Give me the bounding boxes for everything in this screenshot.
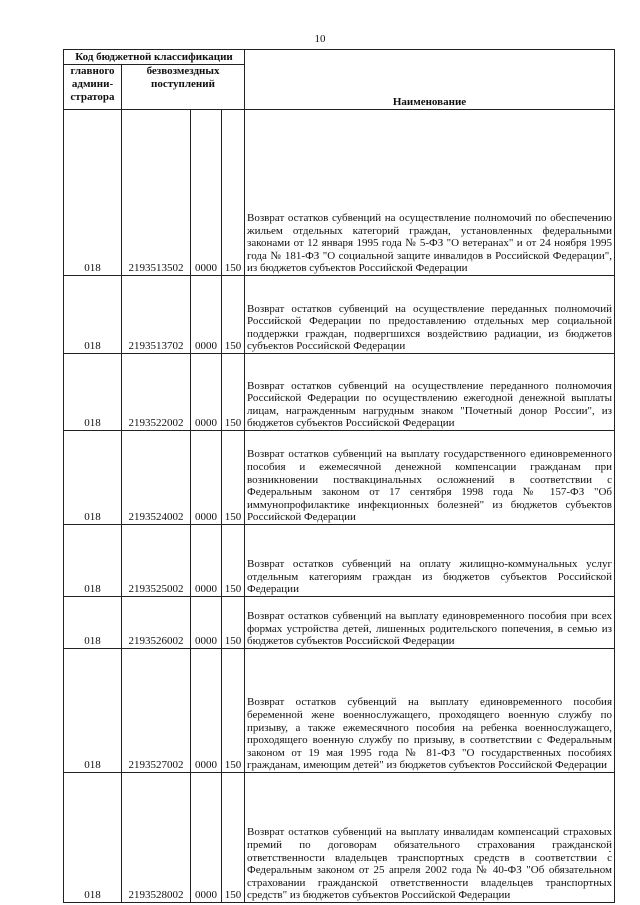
cell-name: Возврат остатков субвенций на осуществление полномочий по обеспечению жильем отдельных категорий граждан, установленных федеральными законами от 12 января 1995 года № 5-ФЗ "О ветеранах" и от 24 ноября 1995 года № 181-ФЗ "О социальной защите инвалидов в Российской Федерации", из бюджетов субъектов Российской Федерации <box>245 110 615 276</box>
cell-name: Возврат остатков субвенций на осуществление переданного полномочия Российской Федерации по осуществлению ежегодной денежной выплаты лицам, награжденным нагрудным знаком "Почетный донор России", из бюджетов субъектов Российской Федерации <box>245 354 615 431</box>
cell-admin-code: 018 <box>64 110 122 276</box>
cell-kind-code: 150 <box>222 773 245 903</box>
cell-receipt-code: 2193513702 <box>122 276 191 354</box>
header-gratuitous-receipts: безвозмездных поступлений <box>122 65 245 110</box>
table-row <box>64 773 615 903</box>
cell-subtype-code: 0000 <box>191 431 222 525</box>
cell-receipt-code: 2193522002 <box>122 354 191 431</box>
cell-kind-code: 150 <box>222 354 245 431</box>
cell-admin-code: 018 <box>64 431 122 525</box>
cell-kind-code: 150 <box>222 525 245 597</box>
cell-name: Возврат остатков субвенций на осуществление переданных полномочий Российской Федерации по предоставлению отдельных мер социальной поддержки граждан, подвергшихся воздействию радиации, из бюджетов субъектов Российской Федерации <box>245 276 615 354</box>
table-row <box>64 431 615 525</box>
page-number: 10 <box>314 33 326 45</box>
cell-subtype-code: 0000 <box>191 276 222 354</box>
table-row <box>64 110 615 276</box>
cell-name: Возврат остатков субвенций на выплату единовременного пособия при всех формах устройства детей, лишенных родительского попечения, в семью из бюджетов субъектов Российской Федерации <box>245 597 615 649</box>
cell-name: Возврат остатков субвенций на выплату государственного единовременного пособия и ежемесячной денежной компенсации гражданам при возникновении поствакцинальных осложнений в соответствии с Федеральным законом от 17 сентября 1998 года № 157-ФЗ "Об иммунопрофилактике инфекционных болезней" из бюджетов субъектов Российской Федерации <box>245 431 615 525</box>
cell-admin-code: 018 <box>64 773 122 903</box>
scan-mark <box>609 851 611 852</box>
cell-receipt-code: 2193525002 <box>122 525 191 597</box>
cell-admin-code: 018 <box>64 354 122 431</box>
table-body <box>64 110 615 903</box>
cell-subtype-code: 0000 <box>191 773 222 903</box>
cell-subtype-code: 0000 <box>191 649 222 773</box>
header-name: Наименование <box>245 50 615 110</box>
table-row <box>64 276 615 354</box>
cell-subtype-code: 0000 <box>191 110 222 276</box>
cell-admin-code: 018 <box>64 276 122 354</box>
cell-admin-code: 018 <box>64 597 122 649</box>
cell-receipt-code: 2193528002 <box>122 773 191 903</box>
cell-kind-code: 150 <box>222 649 245 773</box>
cell-kind-code: 150 <box>222 276 245 354</box>
cell-subtype-code: 0000 <box>191 354 222 431</box>
table-row <box>64 597 615 649</box>
table-row <box>64 525 615 597</box>
cell-receipt-code: 2193513502 <box>122 110 191 276</box>
table-row <box>64 649 615 773</box>
cell-name: Возврат остатков субвенций на оплату жилищно-коммунальных услуг отдельным категориям граждан из бюджетов субъектов Российской Федерации <box>245 525 615 597</box>
cell-subtype-code: 0000 <box>191 597 222 649</box>
budget-classification-table <box>63 49 615 903</box>
cell-receipt-code: 2193524002 <box>122 431 191 525</box>
cell-kind-code: 150 <box>222 110 245 276</box>
cell-kind-code: 150 <box>222 597 245 649</box>
cell-subtype-code: 0000 <box>191 525 222 597</box>
cell-admin-code: 018 <box>64 649 122 773</box>
header-main-administrator: главного админи-стратора <box>64 65 122 110</box>
header-budget-classification: Код бюджетной классификации <box>64 50 245 65</box>
cell-admin-code: 018 <box>64 525 122 597</box>
cell-kind-code: 150 <box>222 431 245 525</box>
cell-name: Возврат остатков субвенций на выплату инвалидам компенсаций страховых премий по договорам обязательного страхования гражданской ответственности владельцев транспортных средств в соответствии с Федеральным законом от 25 апреля 2002 года № 40-ФЗ "Об обязательном страховании гражданской ответственности владельцев транспортных средств" из бюджетов субъектов Российской Федерации <box>245 773 615 903</box>
cell-receipt-code: 2193527002 <box>122 649 191 773</box>
table-row <box>64 354 615 431</box>
cell-name: Возврат остатков субвенций на выплату единовременного пособия беременной жене военнослужащего, проходящего военную службу по призыву, а также ежемесячного пособия на ребенка военнослужащего, проходящего военную службу по призыву, в соответствии с Федеральным законом от 19 мая 1995 года № 81-ФЗ "О государственных пособиях гражданам, имеющим детей" из бюджетов субъектов Российской Федерации <box>245 649 615 773</box>
cell-receipt-code: 2193526002 <box>122 597 191 649</box>
